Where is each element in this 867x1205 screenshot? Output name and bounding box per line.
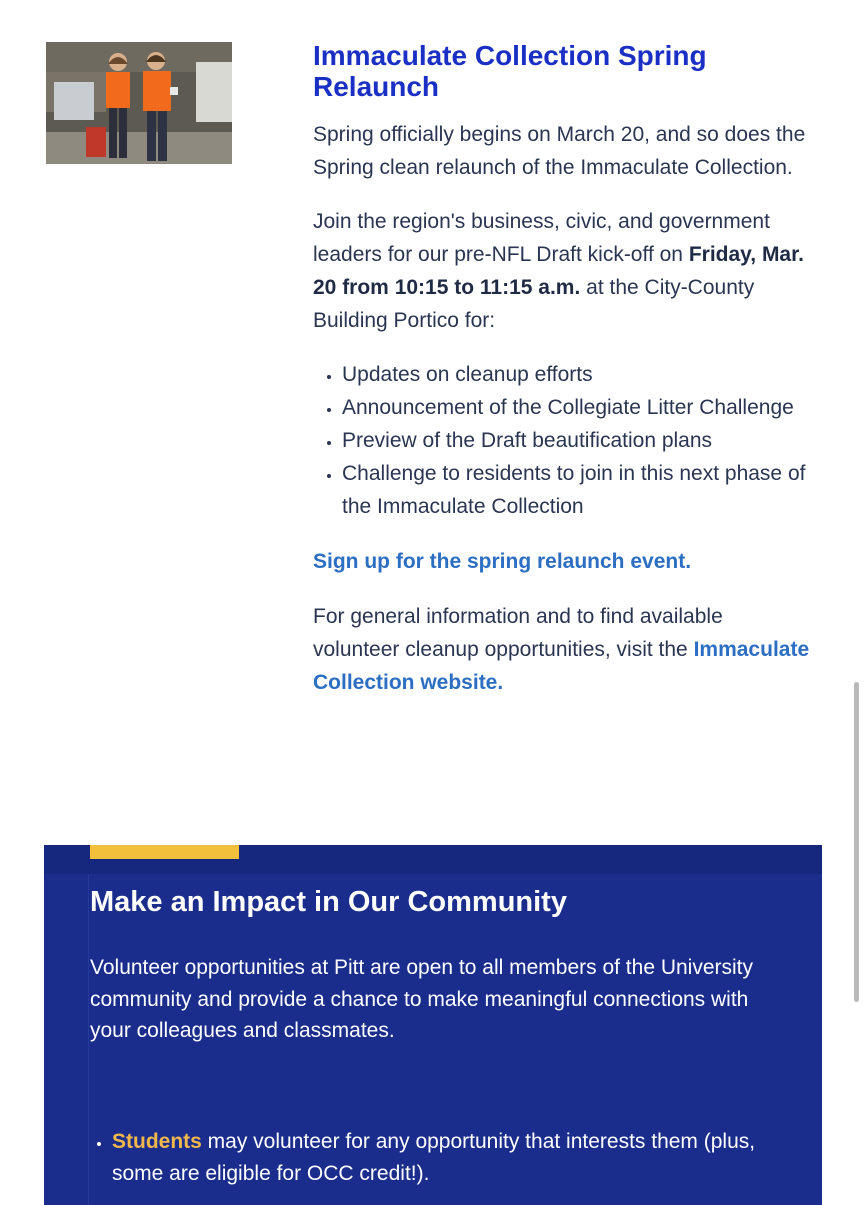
event-text-after: at the City-County Building Portico for: xyxy=(313,276,755,332)
scrollbar[interactable] xyxy=(854,682,859,1002)
impact-paragraph: Volunteer opportunities at Pitt are open to all members of the University community and provide a chance to make meaningful connections with your colleagues and classmates. xyxy=(90,956,754,1042)
info-paragraph xyxy=(313,600,813,699)
list-item: • Preview of the Draft beautification plans xyxy=(342,424,813,457)
event-date-time: Friday, Mar. 20 from 10:15 to 11:15 a.m. xyxy=(313,243,804,299)
list-item xyxy=(112,1126,812,1189)
article xyxy=(313,40,813,720)
event-text-before: Join the region's business, civic, and government leaders for our pre-NFL Draft kick-off on xyxy=(313,210,770,266)
list-item: • Updates on cleanup efforts xyxy=(342,358,813,391)
impact-list xyxy=(90,1126,812,1189)
website-link[interactable]: Immaculate Collection website. xyxy=(313,638,810,694)
event-paragraph xyxy=(313,205,813,337)
accent-bar xyxy=(90,845,239,859)
info-text: For general information and to find available volunteer cleanup opportunities, visit the xyxy=(313,605,723,661)
list-item: • Announcement of the Collegiate Litter Challenge xyxy=(342,391,813,424)
signup-paragraph xyxy=(313,545,813,578)
agenda-list xyxy=(313,358,813,523)
list-item: • Challenge to residents to join in this next phase of the Immaculate Collection xyxy=(342,457,813,523)
banner-divider xyxy=(88,874,89,1205)
article-title: Immaculate Collection Spring Relaunch xyxy=(313,40,707,102)
volunteers-photo-icon xyxy=(46,42,232,164)
volunteers-photo xyxy=(46,42,232,164)
students-text: may volunteer for any opportunity that interests them (plus, some are eligible for OCC credit!). xyxy=(112,1130,756,1185)
signup-link[interactable]: Sign up for the spring relaunch event. xyxy=(313,550,692,573)
students-highlight: Students xyxy=(112,1130,202,1153)
impact-banner xyxy=(44,845,822,1205)
intro-paragraph: Spring officially begins on March 20, and so does the Spring clean relaunch of the Immaculate Collection. xyxy=(313,123,806,179)
impact-heading: Make an Impact in Our Community xyxy=(90,886,567,918)
